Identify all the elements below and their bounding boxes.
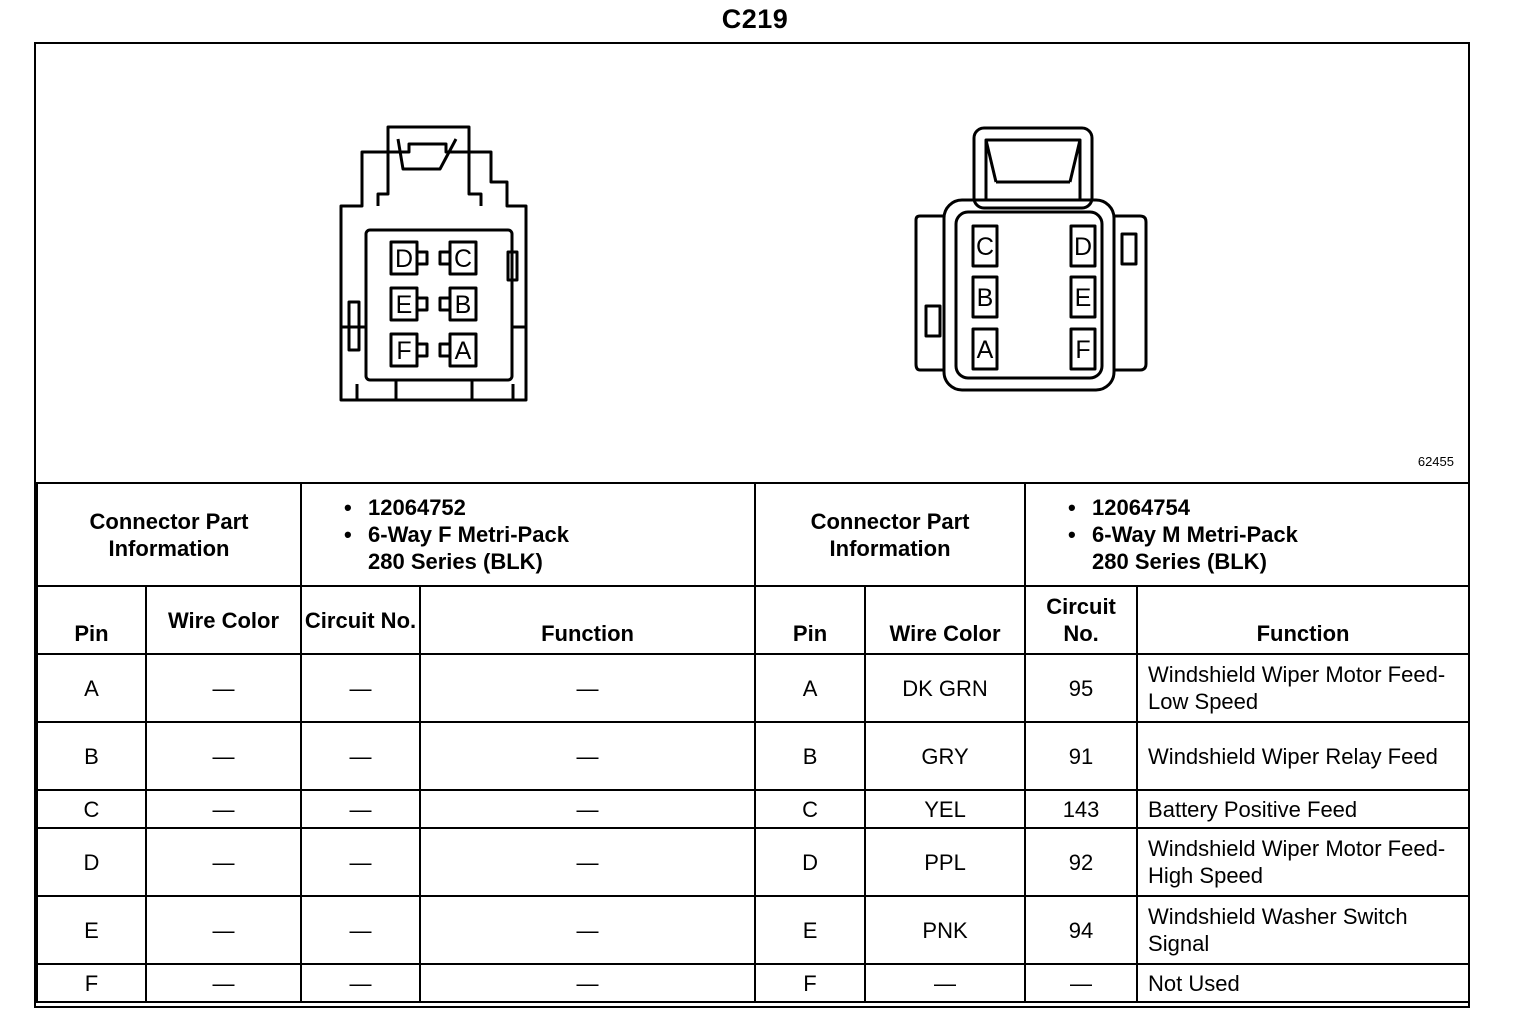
left-header-pin: Pin [37,586,146,654]
left-wire-color: — [146,896,301,964]
right-circuit: 91 [1025,722,1137,790]
right-function: Windshield Wiper Relay Feed [1137,722,1469,790]
left-function: — [420,896,755,964]
right-circuit: 95 [1025,654,1137,722]
left-part-desc: 6-Way F Metri-Pack [368,522,569,547]
female-connector-drawing [341,127,526,400]
right-header-function: Function [1137,586,1469,654]
left-header-wire-color: Wire Color [146,586,301,654]
left-function: — [420,828,755,896]
left-function: — [420,964,755,1002]
left-function: — [420,790,755,828]
left-wire-color: — [146,790,301,828]
left-part-info: • 12064752 • 6-Way F Metri-Pack 280 Series (BLK) [301,483,755,586]
right-pin: B [755,722,865,790]
male-pin-label: A [976,336,994,364]
figure-number: 62455 [1417,454,1454,469]
right-function: Battery Positive Feed [1137,790,1469,828]
right-wire-color: — [865,964,1025,1002]
left-function: — [420,654,755,722]
right-wire-color: GRY [865,722,1025,790]
right-part-number: 12064754 [1092,495,1190,520]
female-pin-label: D [394,245,414,273]
table-row [37,964,1469,1002]
diagram-title: C219 [721,4,789,34]
left-pin: B [37,722,146,790]
right-header-circuit: Circuit No. [1025,586,1137,654]
table-row [37,790,1469,828]
left-wire-color: — [146,828,301,896]
male-pin-label: E [1074,284,1092,312]
male-pin-label: F [1075,336,1091,364]
table-row [37,896,1469,964]
left-circuit: — [301,790,420,828]
left-wire-color: — [146,654,301,722]
left-pin: A [37,654,146,722]
right-function: Windshield Wiper Motor Feed-High Speed [1137,828,1469,896]
female-pin-label: F [396,337,412,365]
right-pin: C [755,790,865,828]
right-part-info: • 12064754 • 6-Way M Metri-Pack 280 Series (BLK) [1025,483,1469,586]
right-circuit: — [1025,964,1137,1002]
male-pin-label: B [976,284,994,312]
left-wire-color: — [146,722,301,790]
right-circuit: 94 [1025,896,1137,964]
female-pin-label: A [454,337,472,365]
table-row [37,722,1469,790]
right-circuit: 143 [1025,790,1137,828]
left-function: — [420,722,755,790]
left-part-info-label: Connector Part Information [37,483,301,586]
right-function: Not Used [1137,964,1469,1002]
right-wire-color: YEL [865,790,1025,828]
left-pin: C [37,790,146,828]
left-header-function: Function [420,586,755,654]
left-circuit: — [301,896,420,964]
left-part-number: 12064752 [368,495,466,520]
right-wire-color: DK GRN [865,654,1025,722]
right-header-pin: Pin [755,586,865,654]
right-part-desc: 6-Way M Metri-Pack [1092,522,1298,547]
left-circuit: — [301,654,420,722]
left-circuit: — [301,722,420,790]
left-wire-color: — [146,964,301,1002]
part-info-row [37,483,1469,586]
table-row [37,828,1469,896]
male-pin-label: D [1073,233,1093,261]
female-pin-label: B [454,291,472,319]
left-pin: E [37,896,146,964]
right-pin: D [755,828,865,896]
male-connector-drawing [916,128,1146,390]
left-circuit: — [301,828,420,896]
pinout-table [36,482,1470,1003]
right-wire-color: PNK [865,896,1025,964]
right-circuit: 92 [1025,828,1137,896]
left-pin: F [37,964,146,1002]
connector-frame [34,42,1470,1008]
right-function: Windshield Wiper Motor Feed-Low Speed [1137,654,1469,722]
right-function: Windshield Washer Switch Signal [1137,896,1469,964]
right-wire-color: PPL [865,828,1025,896]
left-pin: D [37,828,146,896]
right-pin: A [755,654,865,722]
left-part-series: 280 Series (BLK) [368,549,543,574]
right-pin: F [755,964,865,1002]
right-header-wire-color: Wire Color [865,586,1025,654]
right-part-info-label: Connector Part Information [755,483,1025,586]
connector-drawings [36,44,1468,482]
table-row [37,654,1469,722]
female-pin-label: C [453,245,473,273]
female-pin-label: E [395,291,413,319]
male-pin-label: C [975,233,995,261]
right-pin: E [755,896,865,964]
right-part-series: 280 Series (BLK) [1092,549,1267,574]
connector-drawing-area [36,44,1468,482]
left-header-circuit: Circuit No. [301,586,420,654]
left-circuit: — [301,964,420,1002]
header-row [37,586,1469,654]
